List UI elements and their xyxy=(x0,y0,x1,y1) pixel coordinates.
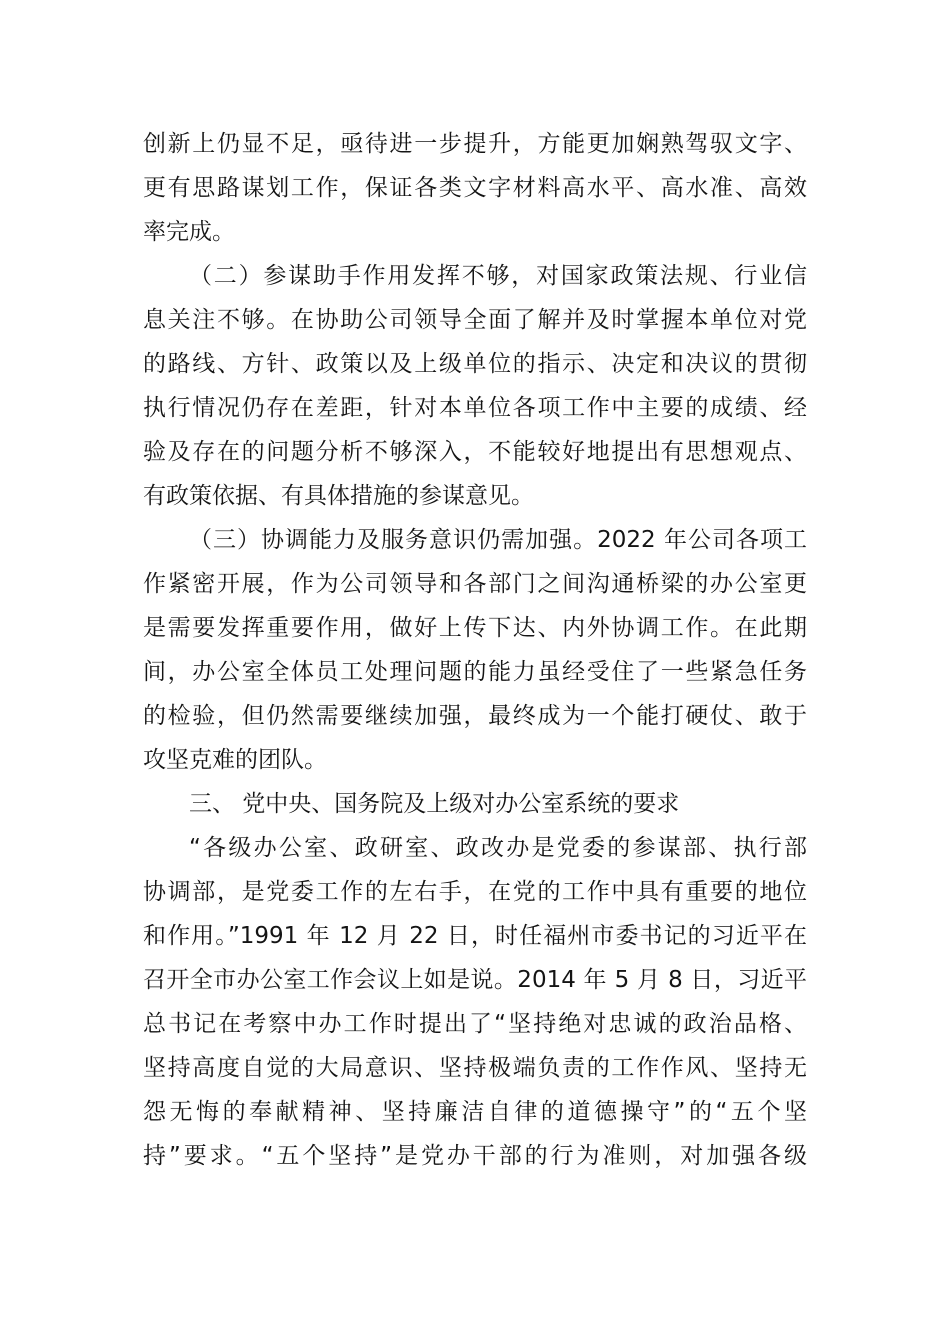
text-line: 怨无悔的奉献精神、坚持廉洁自律的道德操守”的“五个坚 xyxy=(143,1099,807,1125)
section-heading-two: （二）参谋助手作用发挥不够，对国家政策法规、行业信 xyxy=(189,263,807,289)
document-body xyxy=(143,122,807,1178)
section-heading-three: （三）协调能力及服务意识仍需加强。2022 年公司各项工 xyxy=(189,527,807,553)
text-line: 创新上仍显不足，亟待进一步提升，方能更加娴熟驾驭文字、 xyxy=(143,131,807,157)
text-line: 执行情况仍存在差距，针对本单位各项工作中主要的成绩、经 xyxy=(143,395,807,421)
text-line: 持”要求。“五个坚持”是党办干部的行为准则，对加强各级 xyxy=(143,1143,807,1169)
chapter-heading: 三、 党中央、国务院及上级对办公室系统的要求 xyxy=(189,791,680,817)
text-line: 率完成。 xyxy=(143,219,235,245)
text-line: 坚持高度自觉的大局意识、坚持极端负责的工作作风、坚持无 xyxy=(143,1055,807,1081)
text-line: 息关注不够。在协助公司领导全面了解并及时掌握本单位对党 xyxy=(143,307,807,333)
text-line: 协调部，是党委工作的左右手，在党的工作中具有重要的地位 xyxy=(143,879,807,905)
text-line: 是需要发挥重要作用，做好上传下达、内外协调工作。在此期 xyxy=(143,615,807,641)
text-line: 验及存在的问题分析不够深入，不能较好地提出有思想观点、 xyxy=(143,439,807,465)
text-line: 有政策依据、有具体措施的参谋意见。 xyxy=(143,483,534,509)
text-line: 的路线、方针、政策以及上级单位的指示、决定和决议的贯彻 xyxy=(143,351,807,377)
text-line: 攻坚克难的团队。 xyxy=(143,747,327,773)
text-line: 的检验，但仍然需要继续加强，最终成为一个能打硬仗、敢于 xyxy=(143,703,807,729)
text-line: 和作用。”1991 年 12 月 22 日，时任福州市委书记的习近平在 xyxy=(143,923,807,949)
text-line: 间，办公室全体员工处理问题的能力虽经受住了一些紧急任务 xyxy=(143,659,807,685)
text-line: 召开全市办公室工作会议上如是说。2014 年 5 月 8 日，习近平 xyxy=(143,967,807,993)
text-line: 总书记在考察中办工作时提出了“坚持绝对忠诚的政治品格、 xyxy=(143,1011,807,1037)
text-line: 作紧密开展，作为公司领导和各部门之间沟通桥梁的办公室更 xyxy=(143,571,807,597)
text-line: 更有思路谋划工作，保证各类文字材料高水平、高水准、高效 xyxy=(143,175,807,201)
text-line: “各级办公室、政研室、政改办是党委的参谋部、执行部 xyxy=(189,835,807,861)
